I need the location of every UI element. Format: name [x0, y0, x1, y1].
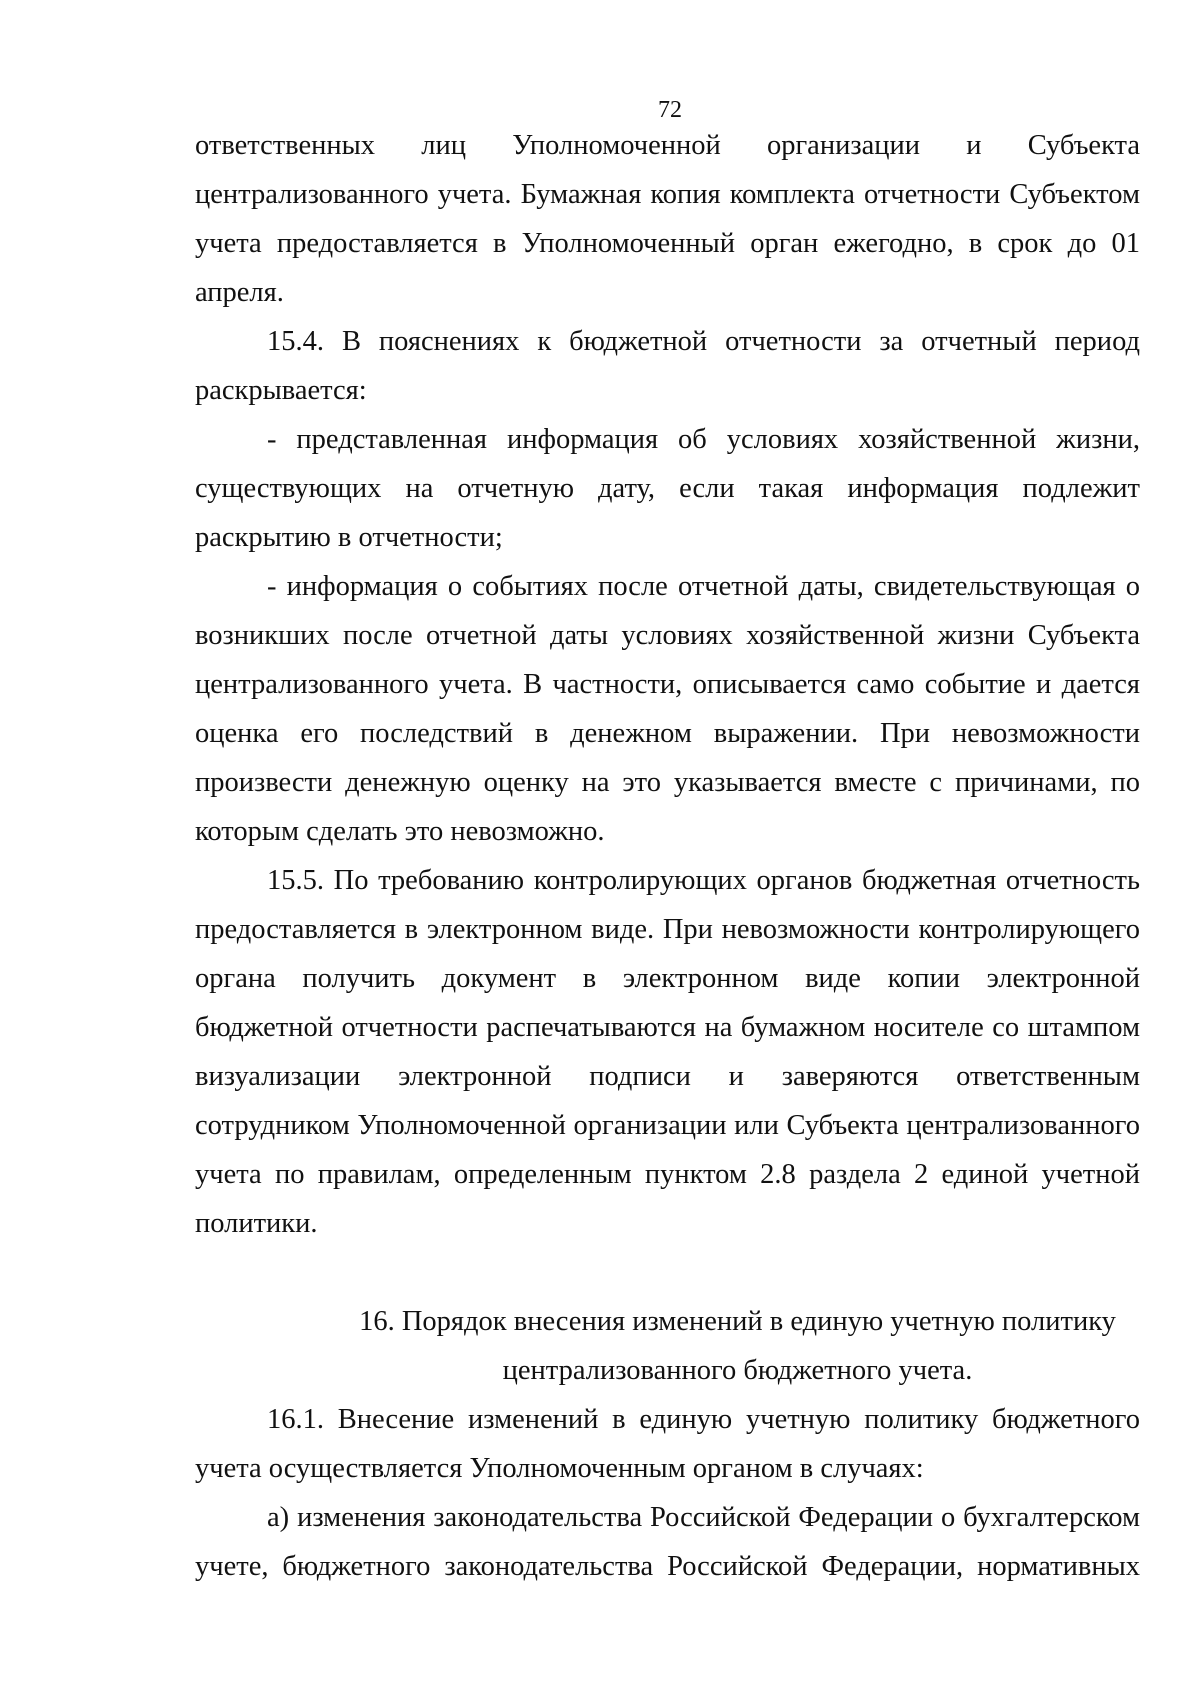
- paragraph-15-4: 15.4. В пояснениях к бюджетной отчетности за отчетный период раскрывается:: [195, 326, 1140, 406]
- section-16-title: [195, 1297, 1140, 1395]
- document-body: [195, 121, 1140, 1591]
- paragraph-16-1: 16.1. Внесение изменений в единую учетную политику бюджетного учета осуществляется Уполномоченным органом в случаях:: [195, 1404, 1140, 1484]
- paragraph-15-4-item-2: - информация о событиях после отчетной даты, свидетельствующая о возникших после отчетной даты условиях хозяйственной жизни Субъекта централизованного учета. В частности, описывается само событие и дается оценка его последствий в денежном выражении. При невозможности произвести денежную оценку на это указывается вместе с причинами, по которым сделать это невозможно.: [195, 571, 1140, 847]
- paragraph-15-5: 15.5. По требованию контролирующих органов бюджетная отчетность предоставляется в электронном виде. При невозможности контролирующего органа получить документ в электронном виде копии электронной бюджетной отчетности распечатываются на бумажном носителе со штампом визуализации электронной подписи и заверяются ответственным сотрудником Уполномоченной организации или Субъекта централизованного учета по правилам, определенным пунктом 2.8 раздела 2 единой учетной политики.: [195, 865, 1140, 1239]
- page-number: 72: [658, 97, 682, 123]
- section-16-title-line-1: 16. Порядок внесения изменений в единую учетную политику: [359, 1306, 1116, 1337]
- paragraph-continuation: ответственных лиц Уполномоченной организации и Субъекта централизованного учета. Бумажная копия комплекта отчетности Субъектом учета предоставляется в Уполномоченный орган ежегодно, в срок до 01 апреля.: [195, 130, 1140, 308]
- section-16-title-line-2: централизованного бюджетного учета.: [502, 1355, 973, 1386]
- paragraph-15-4-item-1: - представленная информация об условиях хозяйственной жизни, существующих на отчетную дату, если такая информация подлежит раскрытию в отчетности;: [195, 424, 1140, 553]
- paragraph-16-1-item-a: а) изменения законодательства Российской Федерации о бухгалтерском учете, бюджетного законодательства Российской Федерации, нормативных: [195, 1502, 1140, 1582]
